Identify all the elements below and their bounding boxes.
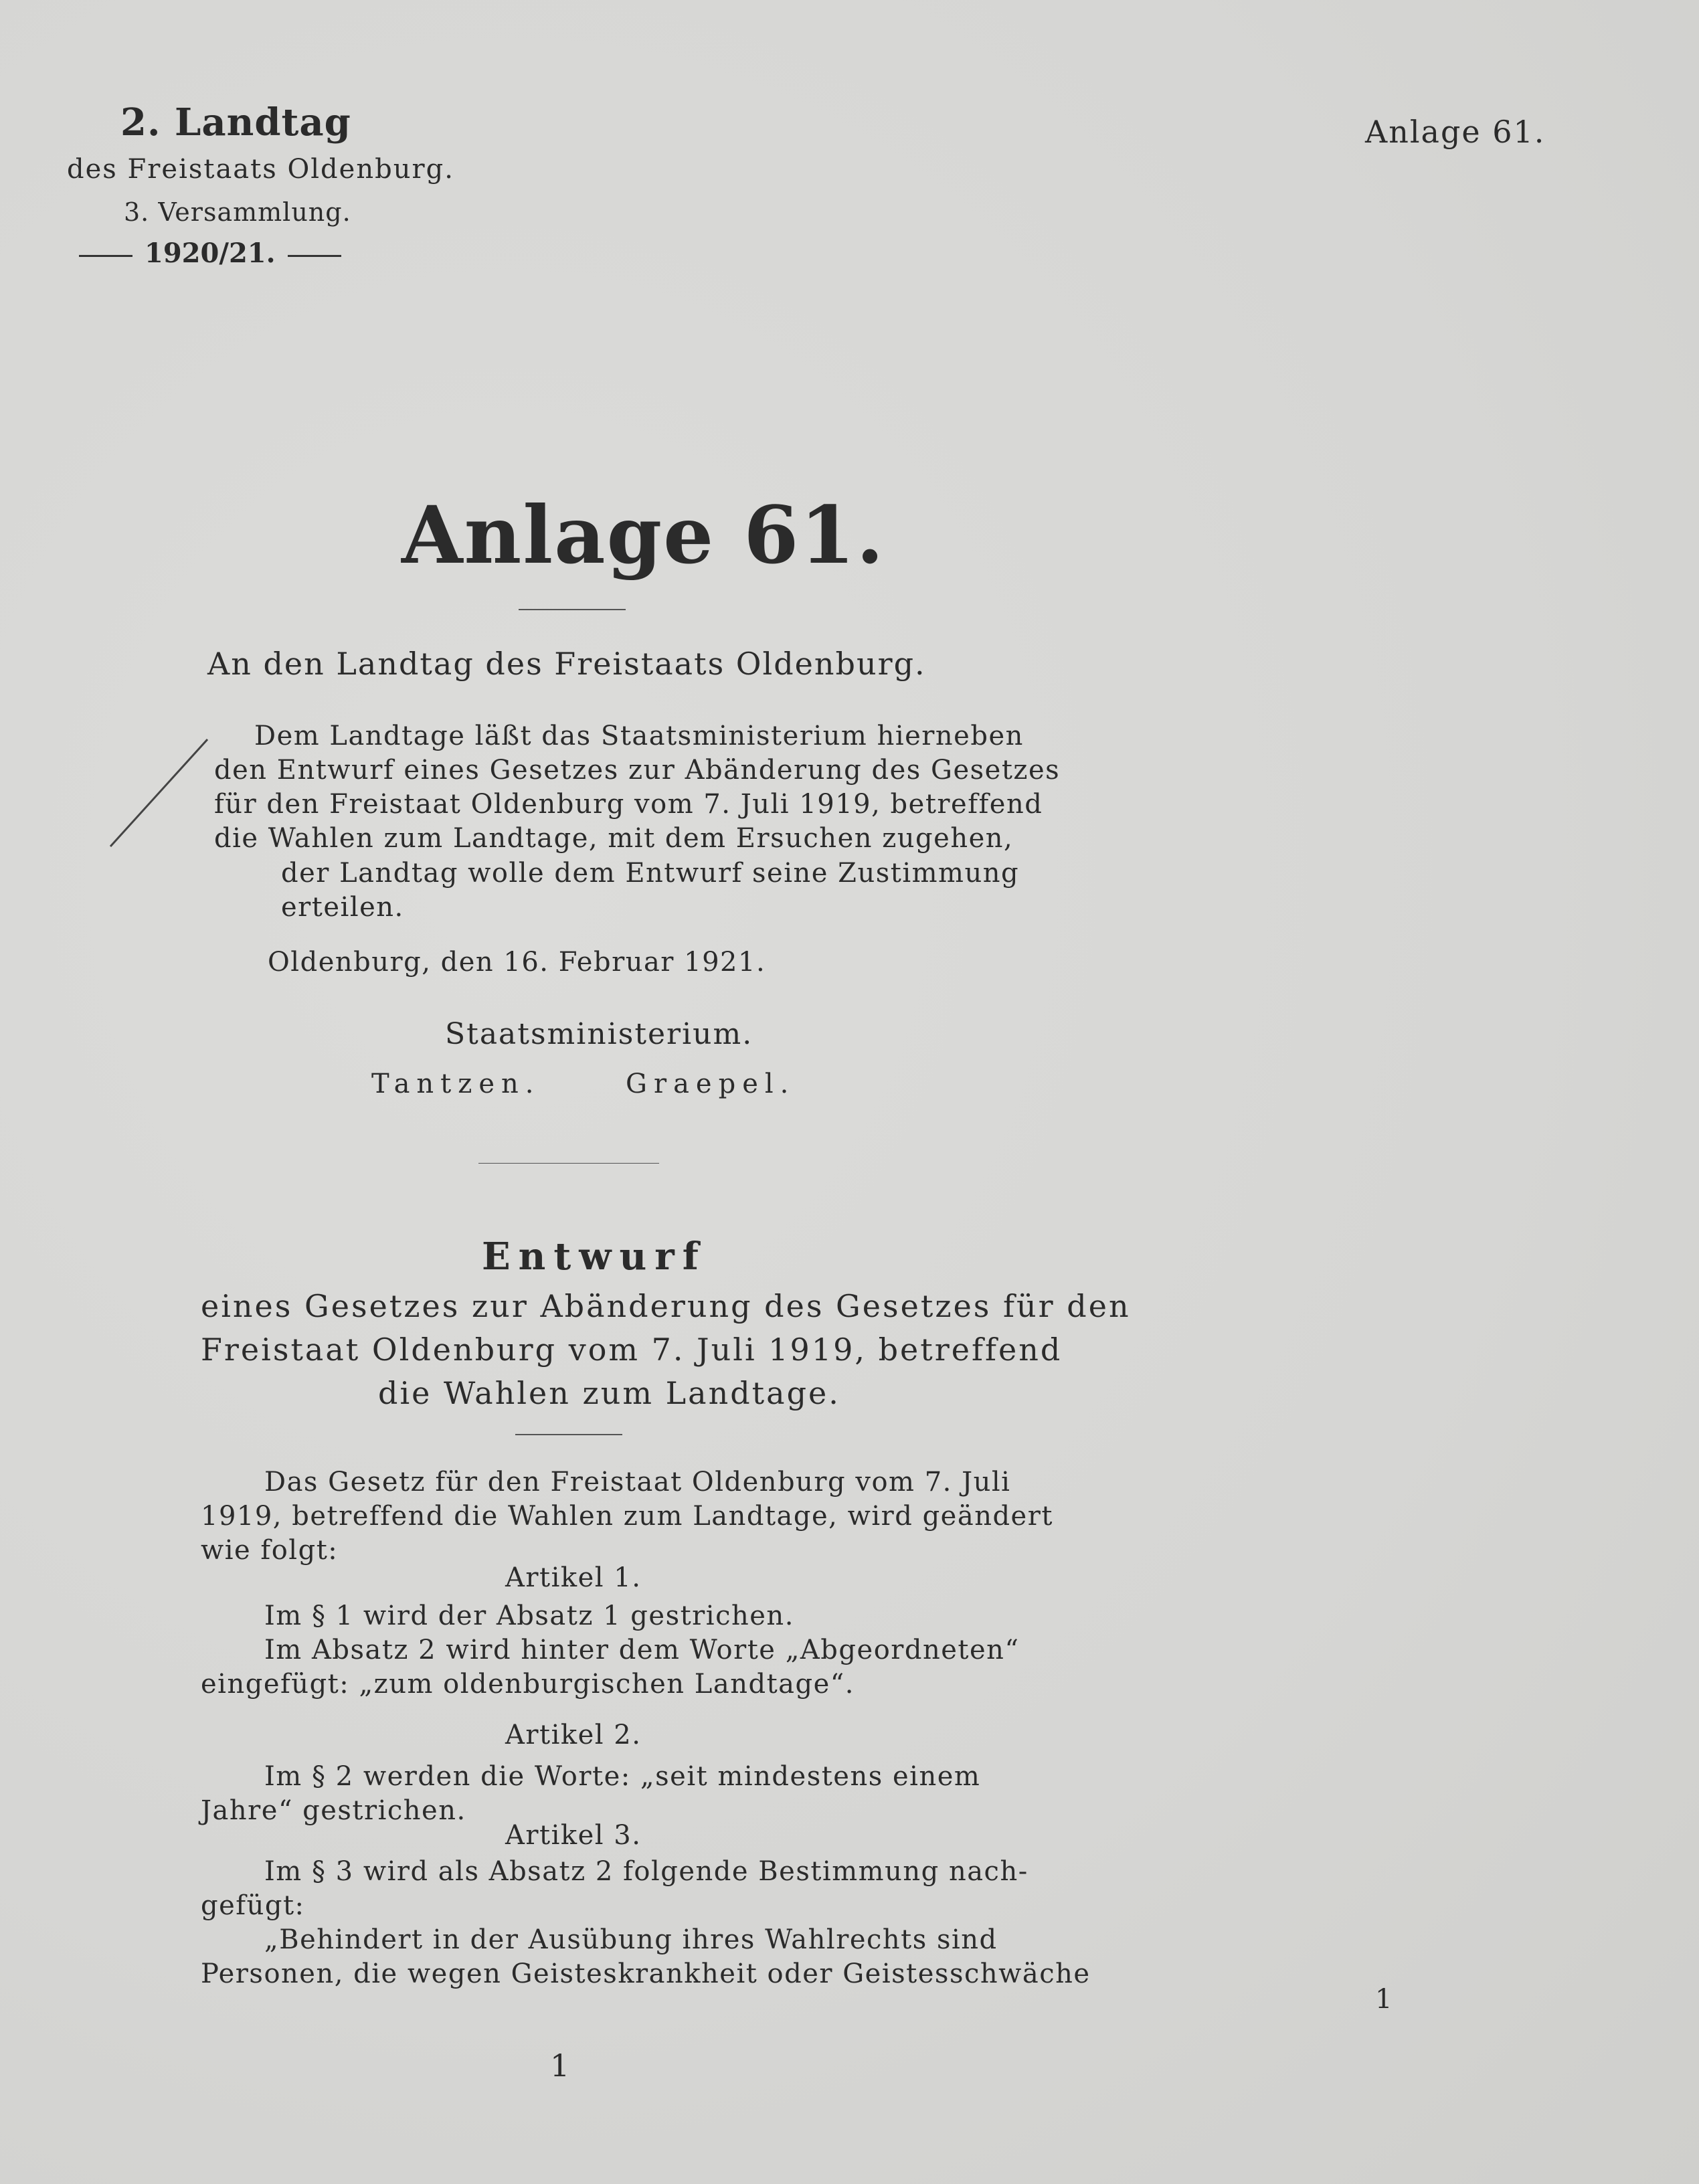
section-rule	[478, 1163, 659, 1164]
draft-subtitle-line: Freistaat Oldenburg vom 7. Juli 1919, betreffend	[201, 1332, 1063, 1368]
draft-subtitle-line: eines Gesetzes zur Abänderung des Gesetzes für den	[201, 1288, 1131, 1324]
article-line: eingefügt: „zum oldenburgischen Landtage“.	[201, 1669, 855, 1700]
preamble-line: 1919, betreffend die Wahlen zum Landtage, wird geändert	[201, 1501, 1053, 1532]
header-dash-right	[288, 255, 341, 257]
intro-line: der Landtag wolle dem Entwurf seine Zustimmung	[281, 858, 1020, 889]
header-years	[67, 238, 353, 269]
page-number-right: 1	[1375, 1984, 1393, 2015]
article-line: „Behindert in der Ausübung ihres Wahlrechts sind	[264, 1924, 998, 1955]
article-heading: Artikel 3.	[505, 1820, 642, 1851]
article-line: Personen, die wegen Geisteskrankheit oder Geistesschwäche	[201, 1959, 1091, 1989]
article-heading: Artikel 1.	[505, 1562, 642, 1593]
intro-line: für den Freistaat Oldenburg vom 7. Juli 1919, betreffend	[214, 789, 1043, 820]
page-title: Anlage 61.	[401, 488, 885, 581]
article-line: Im § 1 wird der Absatz 1 gestrichen.	[264, 1601, 794, 1631]
title-rule	[519, 609, 626, 610]
header-versammlung: 3. Versammlung.	[124, 197, 351, 227]
article-line: Jahre“ gestrichen.	[201, 1795, 466, 1826]
header-dash-left	[79, 255, 132, 257]
preamble-line: Das Gesetz für den Freistaat Oldenburg vom 7. Juli	[264, 1467, 1011, 1497]
signature-graepel: Graepel.	[626, 1069, 796, 1099]
addressee: An den Landtag des Freistaats Oldenburg.	[207, 646, 926, 682]
date-line: Oldenburg, den 16. Februar 1921.	[268, 947, 766, 978]
article-line: Im § 3 wird als Absatz 2 folgende Bestimmung nach-	[264, 1856, 1029, 1887]
draft-title: Entwurf	[482, 1235, 707, 1279]
article-line: Im Absatz 2 wird hinter dem Worte „Abgeordneten“	[264, 1635, 1020, 1665]
intro-line: Dem Landtage läßt das Staatsministerium hierneben	[254, 721, 1024, 751]
header-freistaat: des Freistaats Oldenburg.	[67, 154, 454, 185]
draft-rule	[515, 1434, 622, 1435]
signature-tantzen: Tantzen.	[371, 1069, 541, 1099]
top-right-label: Anlage 61.	[1365, 114, 1546, 150]
header-years-text: 1920/21.	[145, 238, 276, 269]
ministry-name: Staatsministerium.	[445, 1017, 753, 1051]
preamble-line: wie folgt:	[201, 1535, 339, 1566]
margin-pen-mark	[100, 733, 221, 853]
header-landtag: 2. Landtag	[120, 100, 351, 145]
article-heading: Artikel 2.	[505, 1720, 642, 1750]
article-line: Im § 2 werden die Worte: „seit mindestens einem	[264, 1761, 981, 1792]
page-number-bottom: 1	[550, 2047, 570, 2084]
intro-line: die Wahlen zum Landtage, mit dem Ersuchen zugehen,	[214, 823, 1014, 854]
article-line: gefügt:	[201, 1890, 305, 1921]
intro-line: erteilen.	[281, 892, 404, 923]
intro-line: den Entwurf eines Gesetzes zur Abänderung des Gesetzes	[214, 755, 1061, 786]
draft-subtitle-line: die Wahlen zum Landtage.	[378, 1375, 840, 1411]
